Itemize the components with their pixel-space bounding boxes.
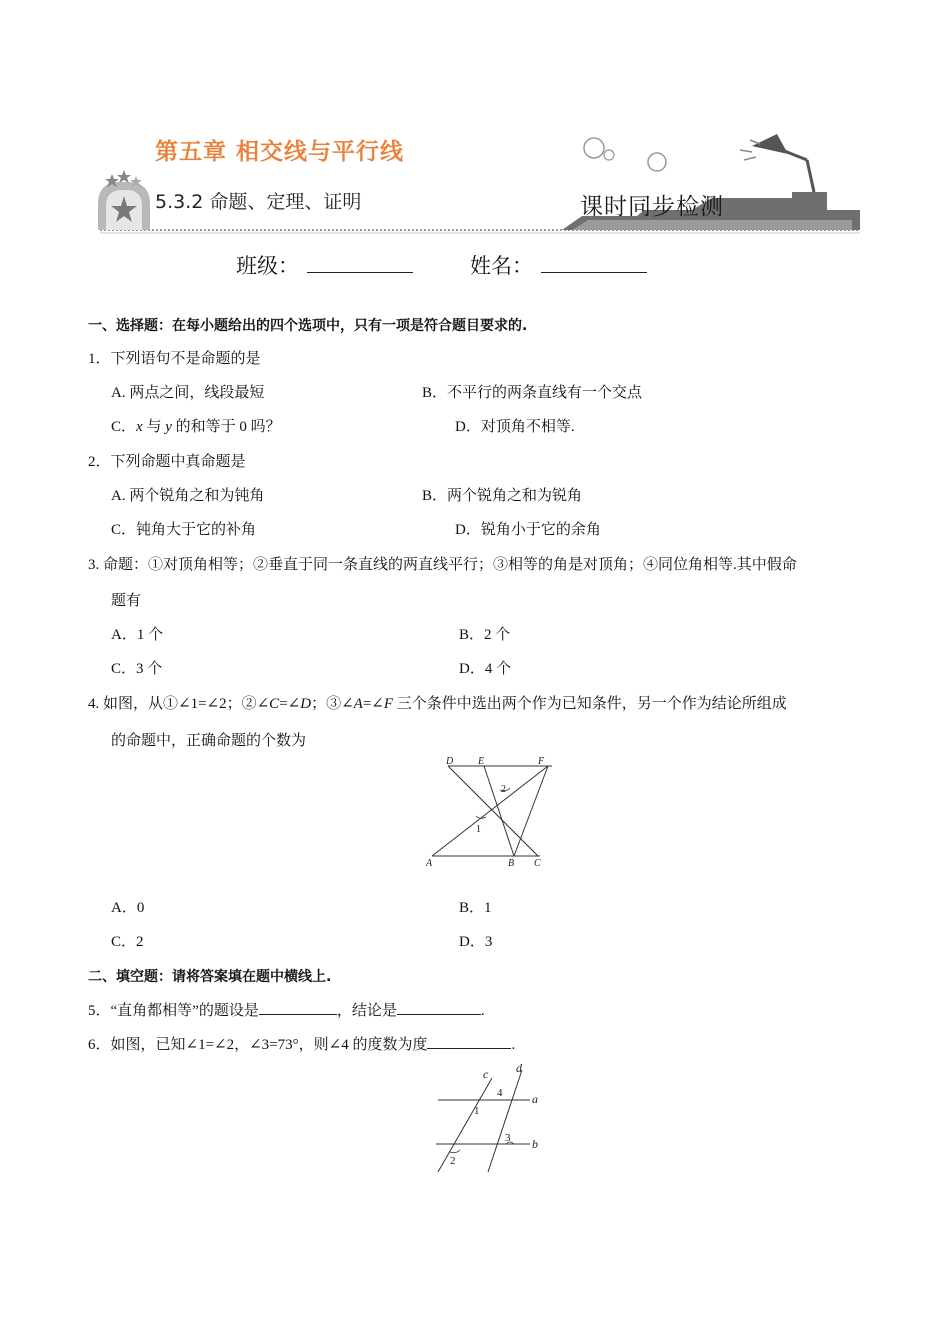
name-field: [470, 250, 647, 280]
part1-title: 一、选择题：在每小题给出的四个选项中，只有一项是符合题目要求的.: [88, 318, 528, 334]
q2-stem: 2．下列命题中真命题是: [88, 454, 246, 470]
q1-stem: 1．下列语句不是命题的是: [88, 351, 261, 367]
fig4-angle-2: 2: [501, 784, 506, 795]
q1-option-d: D．对顶角不相等.: [455, 419, 575, 435]
name-label: 姓名：: [470, 254, 533, 278]
q3-option-d: D．4 个: [459, 661, 512, 677]
name-blank[interactable]: [541, 254, 647, 273]
q3-stem-line1: 3. 命题：①对顶角相等；②垂直于同一条直线的两直线平行；③相等的角是对顶角；④同位角相等.其中假命: [88, 557, 797, 573]
q4-figure: [420, 756, 560, 870]
q4-option-d: D．3: [459, 934, 493, 950]
line-eb: [484, 766, 514, 856]
sync-test-label: 课时同步检测: [580, 194, 724, 220]
q1-option-c: C．x 与 y 的和等于 0 吗？: [111, 419, 281, 435]
chapter-title: 第五章 相交线与平行线: [155, 139, 405, 165]
q3-option-b: B．2 个: [459, 627, 511, 643]
q2-option-b: B．两个锐角之和为锐角: [422, 488, 583, 504]
q6-answer-blank[interactable]: [427, 1034, 511, 1049]
q4-option-a: A．0: [111, 900, 145, 916]
q4-option-b: B．1: [459, 900, 492, 916]
q3-option-c: C．3 个: [111, 661, 163, 677]
fig4-label-f: F: [538, 756, 545, 767]
line-c: [438, 1078, 492, 1172]
fig4-label-e: E: [478, 756, 485, 767]
fig6-label-a: a: [532, 1092, 538, 1106]
section-title: 5.3.2 命题、定理、证明: [155, 191, 362, 213]
fig4-label-a: A: [426, 858, 433, 869]
q5-line: 5．“直角都相等”的题设是 ，结论是 .: [88, 1000, 485, 1021]
fig6-angle-1: 1: [474, 1105, 480, 1117]
class-field: [236, 250, 413, 280]
fig4-label-c: C: [534, 858, 541, 869]
fig4-label-d: D: [446, 756, 454, 767]
q1-option-a: A. 两点之间，线段最短: [111, 385, 265, 401]
q5-conclusion-blank[interactable]: [397, 1000, 481, 1015]
fig6-label-c: c: [483, 1067, 489, 1081]
fig4-angle-1: 1: [476, 824, 481, 835]
q5-hypothesis-blank[interactable]: [259, 1000, 337, 1015]
class-blank[interactable]: [307, 254, 413, 273]
q6-line: 6．如图，已知∠1=∠2，∠3=73°，则∠4 的度数为度 .: [88, 1034, 515, 1055]
fig6-label-d: d: [516, 1061, 522, 1075]
q1-option-b: B．不平行的两条直线有一个交点: [422, 385, 643, 401]
fig6-label-b: b: [532, 1137, 538, 1151]
fig6-angle-2: 2: [450, 1155, 456, 1167]
q2-option-a: A. 两个锐角之和为钝角: [111, 488, 265, 504]
q3-stem-line2: 题有: [111, 593, 142, 609]
part2-title: 二、填空题：请将答案填在题中横线上.: [88, 969, 332, 985]
q4-stem-line1: 4. 如图，从①∠1=∠2；②∠C=∠D；③∠A=∠F 三个条件中选出两个作为已知条件，另一个作为结论所组成: [88, 696, 787, 712]
fig6-angle-4: 4: [497, 1087, 503, 1099]
line-d: [488, 1070, 522, 1172]
q3-option-a: A．1 个: [111, 627, 164, 643]
star-badge-icon: [98, 170, 150, 230]
fig4-label-b: B: [508, 858, 515, 869]
fig6-angle-3: 3: [505, 1132, 511, 1144]
q4-option-c: C．2: [111, 934, 144, 950]
q4-stem-line2: 的命题中，正确命题的个数为: [111, 733, 307, 749]
q6-figure: [430, 1060, 550, 1176]
q2-option-d: D．锐角小于它的余角: [455, 522, 601, 538]
line-dc: [448, 766, 538, 856]
class-label: 班级：: [236, 254, 299, 278]
q2-option-c: C．钝角大于它的补角: [111, 522, 257, 538]
